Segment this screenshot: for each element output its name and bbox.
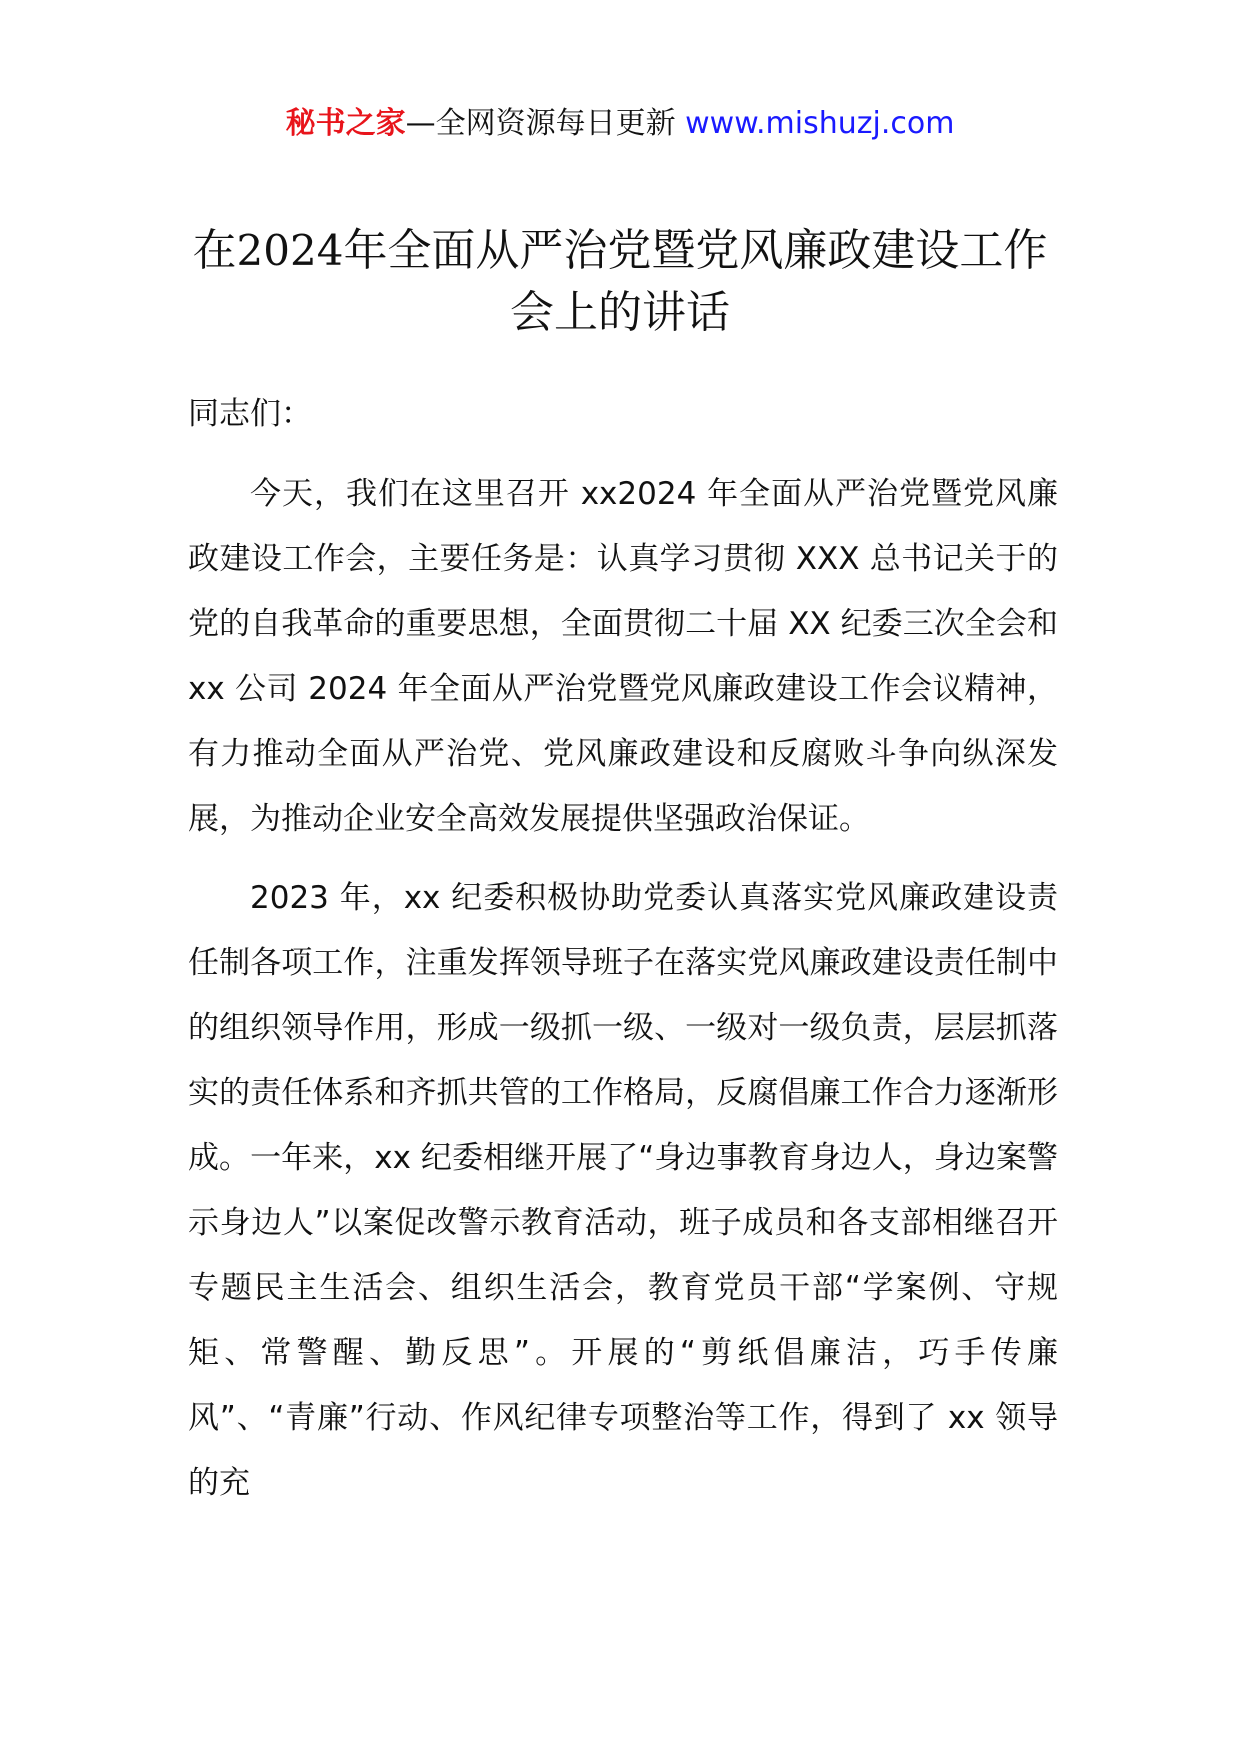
title-prefix: 在 xyxy=(192,225,237,276)
site-header xyxy=(0,100,1240,148)
title-rest: 年全面从严治党暨党风廉政建设工作会上的讲话 xyxy=(343,225,1048,338)
brand-name: 秘书之家 xyxy=(285,106,406,141)
site-url-link[interactable]: www.mishuzj.com xyxy=(685,106,955,141)
document-title xyxy=(180,220,1060,344)
header-tagline: —全网资源每日更新 xyxy=(405,106,686,141)
title-year: 2024 xyxy=(236,226,344,275)
document-body xyxy=(188,382,1058,1516)
paragraph-1: 今天，我们在这里召开 xx2024 年全面从严治党暨党风廉政建设工作会，主要任务是：认真学习贯彻 XXX 总书记关于的党的自我革命的重要思想，全面贯彻二十届 XX 纪委三次全会和 xx 公司 2024 年全面从严治党暨党风廉政建设工作会议精神，有力推动全面从严治党、党风廉政建设和反腐败斗争向纵深发展，为推动企业安全高效发展提供坚强政治保证。 xyxy=(188,476,1058,837)
paragraph-2: 2023 年，xx 纪委积极协助党委认真落实党风廉政建设责任制各项工作，注重发挥领导班子在落实党风廉政建设责任制中的组织领导作用，形成一级抓一级、一级对一级负责，层层抓落实的责任体系和齐抓共管的工作格局，反腐倡廉工作合力逐渐形成。一年来，xx 纪委相继开展了“身边事教育身边人，身边案警示身边人”以案促改警示教育活动，班子成员和各支部相继召开专题民主生活会、组织生活会，教育党员干部“学案例、守规矩、常警醒、勤反思”。开展的“剪纸倡廉洁，巧手传廉风”、“青廉”行动、作风纪律专项整治等工作，得到了 xx 领导的充 xyxy=(188,880,1058,1501)
salutation: 同志们： xyxy=(188,396,312,432)
